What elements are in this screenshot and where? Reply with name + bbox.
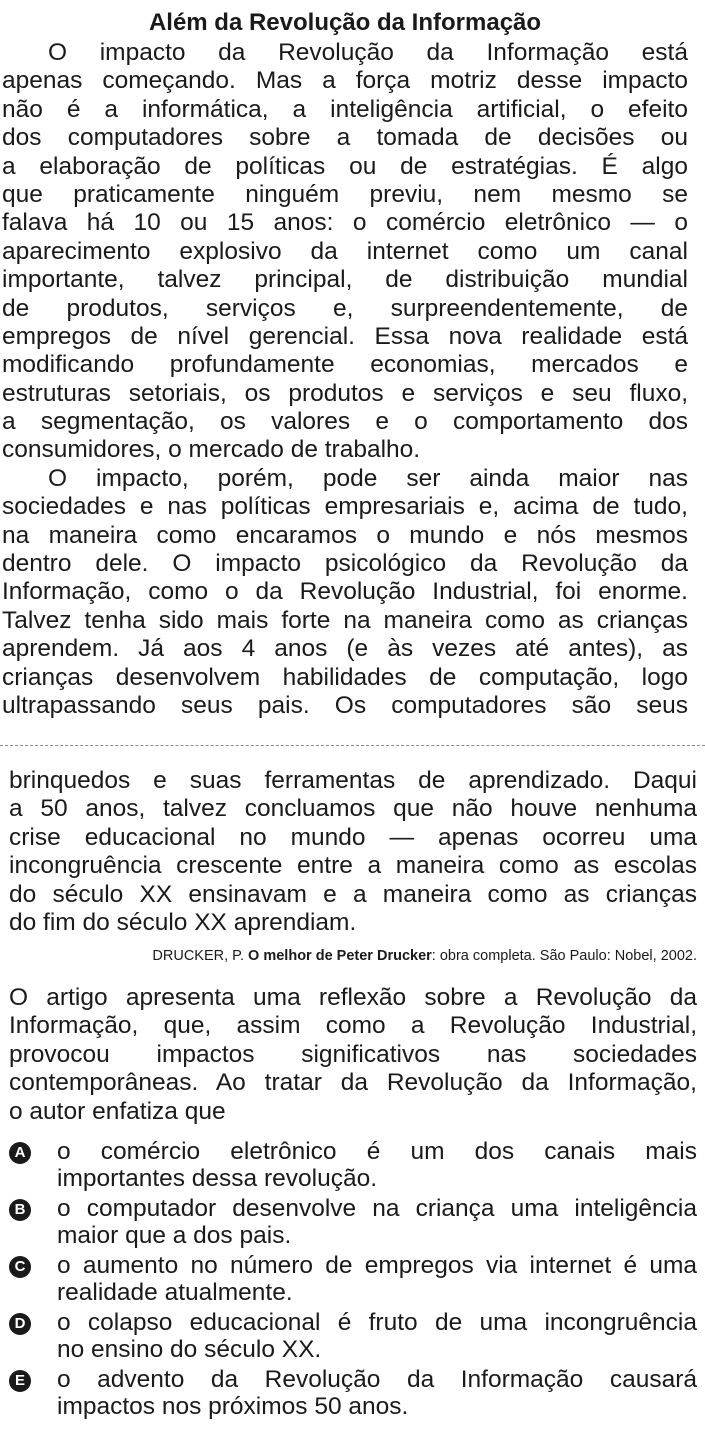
answer-options xyxy=(9,1138,697,1423)
option-text xyxy=(57,1138,697,1192)
text-line: Informação, que, assim como a Revolução Industrial, xyxy=(9,1012,697,1040)
text-line: brinquedos e suas ferramentas de aprendizado. Daqui xyxy=(9,767,697,794)
text-line: a elaboração de políticas ou de estratégias. É algo xyxy=(2,152,688,180)
text-line: O artigo apresenta uma reflexão sobre a Revolução da xyxy=(9,984,697,1011)
text-line: aprendem. Já aos 4 anos (e às vezes até antes), as xyxy=(2,635,688,663)
option-letter-badge: E xyxy=(9,1370,31,1392)
question-stem xyxy=(9,984,697,1126)
text-line: crise educacional no mundo — apenas ocorreu uma xyxy=(9,823,697,851)
source-book: O melhor de Peter Drucker xyxy=(248,948,432,964)
text-line: não é a informática, a inteligência artificial, o efeito xyxy=(2,95,688,123)
text-line: o comércio eletrônico é um dos canais mais xyxy=(57,1138,697,1165)
option-d[interactable] xyxy=(9,1309,697,1366)
text-line: na maneira como encaramos o mundo e nós mesmos xyxy=(2,521,688,549)
option-text xyxy=(57,1309,697,1363)
option-text xyxy=(57,1195,697,1249)
option-text xyxy=(57,1252,697,1306)
text-line: sociedades e nas políticas empresariais e, acima de tudo, xyxy=(2,493,688,521)
text-line: do fim do século XX aprendiam. xyxy=(9,908,357,936)
source-author: DRUCKER, P. xyxy=(152,948,249,964)
option-letter-badge: B xyxy=(9,1199,31,1221)
text-line: a segmentação, os valores e o comportamento dos xyxy=(2,408,688,436)
page-break-divider xyxy=(0,745,705,746)
text-line: do século XX ensinavam e a maneira como as crianças xyxy=(9,880,697,908)
text-line: dos computadores sobre a tomada de decisões ou xyxy=(2,124,688,152)
text-line: Talvez tenha sido mais forte na maneira como as crianças xyxy=(2,606,688,634)
text-line: importante, talvez principal, de distribuição mundial xyxy=(2,266,688,294)
text-line: provocou impactos significativos nas sociedades xyxy=(9,1040,697,1068)
text-line: Informação, como o da Revolução Industrial, foi enorme. xyxy=(2,578,688,606)
option-text xyxy=(57,1366,697,1420)
source-details: : obra completa. São Paulo: Nobel, 2002. xyxy=(431,948,697,964)
source-citation xyxy=(0,947,697,965)
text-line: o aumento no número de empregos via internet é uma xyxy=(57,1252,697,1279)
option-a[interactable] xyxy=(9,1138,697,1195)
text-line: realidade atualmente. xyxy=(57,1279,293,1306)
text-line: falava há 10 ou 15 anos: o comércio eletrônico — o xyxy=(2,209,688,237)
text-line: o advento da Revolução da Informação causará xyxy=(57,1366,697,1393)
option-e[interactable] xyxy=(9,1366,697,1423)
passage-title: Além da Revolução da Informação xyxy=(148,9,542,36)
text-line: de produtos, serviços e, surpreendentemente, de xyxy=(2,294,688,322)
option-b[interactable] xyxy=(9,1195,697,1252)
text-line: contemporâneas. Ao tratar da Revolução da Informação, xyxy=(9,1069,697,1097)
text-line: que praticamente ninguém previu, nem mesmo se xyxy=(2,180,688,208)
text-line: ultrapassando seus pais. Os computadores são seus xyxy=(2,691,688,719)
text-line: impactos nos próximos 50 anos. xyxy=(57,1393,409,1420)
option-letter-badge: A xyxy=(9,1142,31,1164)
text-line: importantes dessa revolução. xyxy=(57,1165,378,1192)
text-line: no ensino do século XX. xyxy=(57,1336,322,1363)
text-line: aparecimento explosivo da internet como um canal xyxy=(2,237,688,265)
text-line: o colapso educacional é fruto de uma incongruência xyxy=(57,1309,697,1336)
text-line: modificando profundamente economias, mercados e xyxy=(2,351,688,379)
text-line: O impacto da Revolução da Informação está xyxy=(48,39,688,66)
text-line: crianças desenvolvem habilidades de computação, logo xyxy=(2,663,688,691)
option-c[interactable] xyxy=(9,1252,697,1309)
text-line: dentro dele. O impacto psicológico da Revolução da xyxy=(2,550,688,578)
passage-top xyxy=(2,39,688,720)
option-letter-badge: D xyxy=(9,1313,31,1335)
text-line: o computador desenvolve na criança uma inteligência xyxy=(57,1195,697,1222)
text-line: a 50 anos, talvez concluamos que não houve nenhuma xyxy=(9,795,697,823)
option-letter-badge: C xyxy=(9,1256,31,1278)
text-line: O impacto, porém, pode ser ainda maior nas xyxy=(48,464,688,492)
text-line: maior que a dos pais. xyxy=(57,1222,292,1249)
text-line: consumidores, o mercado de trabalho. xyxy=(2,436,421,464)
text-line: apenas começando. Mas a força motriz desse impacto xyxy=(2,67,688,95)
text-line: incongruência crescente entre a maneira como as escolas xyxy=(9,852,697,880)
text-line: empregos de nível gerencial. Essa nova realidade está xyxy=(2,322,688,350)
passage-bottom xyxy=(9,767,697,937)
text-line: estruturas setoriais, os produtos e serviços e seu fluxo, xyxy=(2,379,688,407)
text-line: o autor enfatiza que xyxy=(9,1097,226,1125)
